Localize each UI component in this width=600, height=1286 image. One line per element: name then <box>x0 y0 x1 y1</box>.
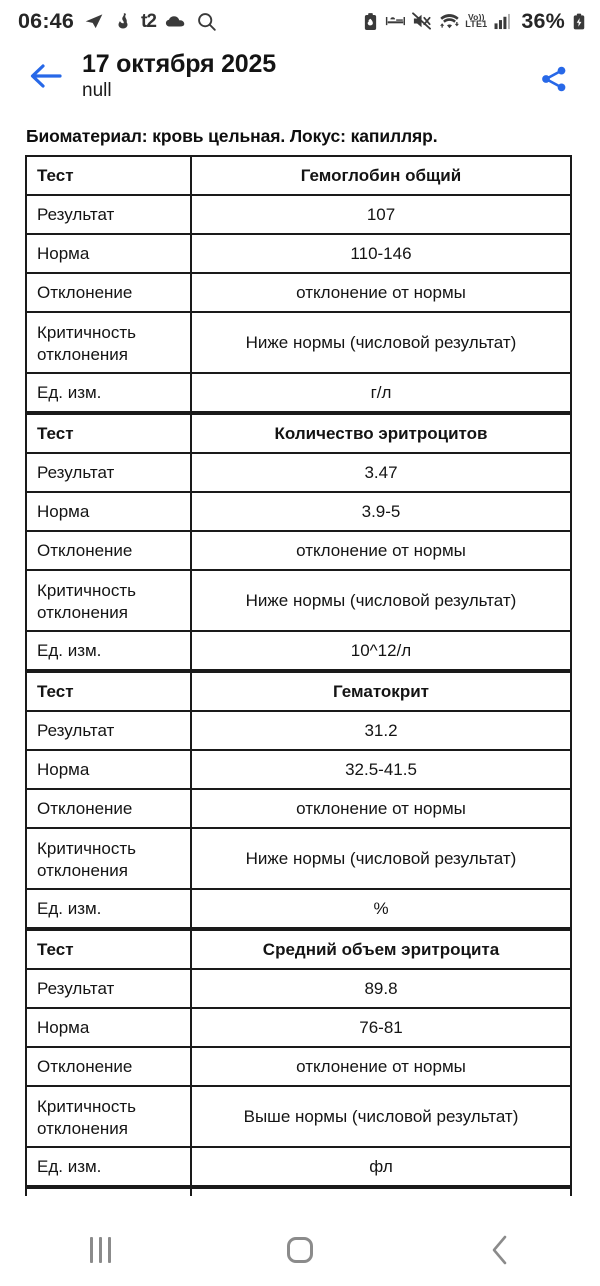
table-row <box>26 373 571 412</box>
label-test: Тест <box>26 672 191 711</box>
table-row <box>26 1008 571 1047</box>
test-table <box>25 671 572 929</box>
telegram-icon <box>83 11 105 31</box>
value-result: 31.2 <box>191 711 571 750</box>
label-criticality: Критичность отклонения <box>26 570 191 631</box>
table-row <box>26 156 571 195</box>
value-test-name: Средний объем эритроцита <box>191 930 571 969</box>
table-row <box>26 531 571 570</box>
label-criticality: Критичность отклонения <box>26 312 191 373</box>
label-unit: Ед. изм. <box>26 1147 191 1186</box>
value-norm: 3.9-5 <box>191 492 571 531</box>
table-row <box>26 750 571 789</box>
table-row <box>26 930 571 969</box>
table-row <box>26 828 571 889</box>
value-deviation: отклонение от нормы <box>191 1047 571 1086</box>
table-row <box>26 711 571 750</box>
results-list[interactable] <box>0 155 600 1286</box>
label-test: Тест <box>26 930 191 969</box>
share-icon <box>539 64 569 94</box>
table-row <box>26 1086 571 1147</box>
search-icon <box>196 11 217 32</box>
nav-home-button[interactable] <box>240 1220 360 1280</box>
value-result: 3.47 <box>191 453 571 492</box>
label-result: Результат <box>26 195 191 234</box>
table-row <box>26 570 571 631</box>
table-row <box>26 969 571 1008</box>
back-arrow-icon <box>29 62 63 90</box>
label-norm: Норма <box>26 1008 191 1047</box>
table-row <box>26 631 571 670</box>
test-table <box>25 929 572 1187</box>
value-unit: г/л <box>191 373 571 412</box>
label-result: Результат <box>26 453 191 492</box>
table-row <box>26 414 571 453</box>
battery-charging-icon <box>572 12 586 31</box>
volte-bottom-label: LTE1 <box>465 18 488 29</box>
nav-back-button[interactable] <box>440 1220 560 1280</box>
app-bar-titles <box>74 50 526 103</box>
recents-icon <box>90 1237 111 1263</box>
label-test: Тест <box>26 156 191 195</box>
label-unit: Ед. изм. <box>26 631 191 670</box>
mute-icon <box>412 12 432 30</box>
value-unit: % <box>191 889 571 928</box>
back-button[interactable] <box>18 50 74 90</box>
status-clock: 06:46 <box>18 8 74 33</box>
value-criticality: Ниже нормы (числовой результат) <box>191 570 571 631</box>
volte-top-label: Vo)) <box>467 11 485 22</box>
value-norm: 76-81 <box>191 1008 571 1047</box>
value-criticality: Выше нормы (числовой результат) <box>191 1086 571 1147</box>
table-row <box>26 672 571 711</box>
value-deviation: отклонение от нормы <box>191 789 571 828</box>
value-norm: 32.5-41.5 <box>191 750 571 789</box>
table-row <box>26 273 571 312</box>
label-deviation: Отклонение <box>26 273 191 312</box>
status-bar-left <box>18 9 217 34</box>
value-test-name: Гемоглобин общий <box>191 156 571 195</box>
table-row <box>26 195 571 234</box>
label-norm: Норма <box>26 750 191 789</box>
signal-bars-icon <box>494 13 513 30</box>
value-result: 107 <box>191 195 571 234</box>
table-row <box>26 1047 571 1086</box>
value-test-name: Количество эритроцитов <box>191 414 571 453</box>
cloud-icon <box>165 13 187 29</box>
volte-icon <box>465 11 488 29</box>
test-table <box>25 413 572 671</box>
label-criticality: Критичность отклонения <box>26 828 191 889</box>
share-button[interactable] <box>526 50 582 94</box>
system-nav-bar <box>0 1214 600 1286</box>
nav-recents-button[interactable] <box>40 1220 160 1280</box>
biomaterial-line: Биоматериал: кровь цельная. Локус: капилляр. <box>26 126 438 146</box>
label-deviation: Отклонение <box>26 531 191 570</box>
status-bar <box>0 0 600 42</box>
table-row <box>26 492 571 531</box>
value-criticality: Ниже нормы (числовой результат) <box>191 312 571 373</box>
label-norm: Норма <box>26 492 191 531</box>
battery-saver-icon <box>363 12 378 31</box>
label-result: Результат <box>26 969 191 1008</box>
table-row <box>26 234 571 273</box>
test-table <box>25 155 572 413</box>
value-norm: 110-146 <box>191 234 571 273</box>
value-test-name: Гематокрит <box>191 672 571 711</box>
label-criticality: Критичность отклонения <box>26 1086 191 1147</box>
label-test: Тест <box>26 414 191 453</box>
label-norm: Норма <box>26 234 191 273</box>
carrier-logo-icon: t2 <box>141 10 156 32</box>
battery-percent: 36% <box>521 8 565 33</box>
label-deviation: Отклонение <box>26 789 191 828</box>
value-deviation: отклонение от нормы <box>191 273 571 312</box>
label-unit: Ед. изм. <box>26 373 191 412</box>
value-unit: фл <box>191 1147 571 1186</box>
bedtime-icon <box>385 14 405 29</box>
app-icon <box>114 11 132 31</box>
value-result: 89.8 <box>191 969 571 1008</box>
home-icon <box>287 1237 313 1263</box>
page-title: 17 октября 2025 <box>82 50 276 78</box>
label-result: Результат <box>26 711 191 750</box>
table-row <box>26 789 571 828</box>
page-subtitle: null <box>82 80 112 101</box>
table-row <box>26 889 571 928</box>
app-bar <box>0 42 600 114</box>
table-row <box>26 453 571 492</box>
status-bar-right <box>363 9 586 34</box>
label-unit: Ед. изм. <box>26 889 191 928</box>
value-criticality: Ниже нормы (числовой результат) <box>191 828 571 889</box>
table-row <box>26 1147 571 1186</box>
content-bottom-mask <box>0 1196 600 1214</box>
wifi-icon <box>439 13 460 30</box>
table-row <box>26 312 571 373</box>
chevron-left-icon <box>489 1234 511 1266</box>
value-unit: 10^12/л <box>191 631 571 670</box>
value-deviation: отклонение от нормы <box>191 531 571 570</box>
label-deviation: Отклонение <box>26 1047 191 1086</box>
